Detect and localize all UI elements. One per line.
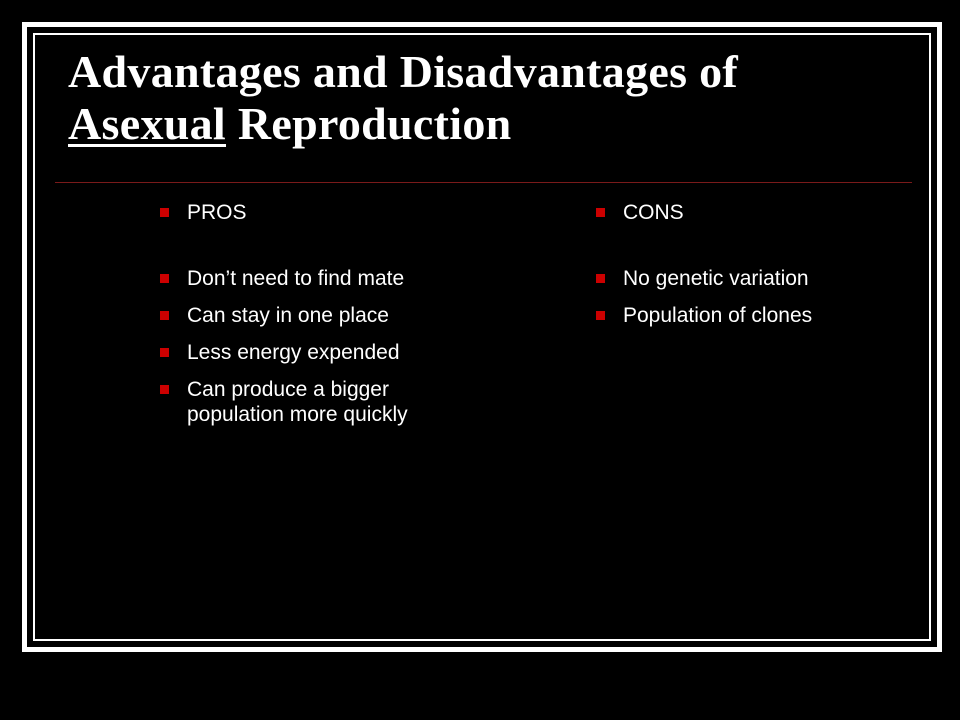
pros-item xyxy=(160,303,490,328)
cons-list xyxy=(596,200,896,340)
pros-item-text: Don’t need to find mate xyxy=(187,267,405,290)
pros-item xyxy=(160,266,490,291)
square-bullet-icon xyxy=(596,311,605,320)
slide-title xyxy=(68,46,908,150)
pros-item xyxy=(160,377,490,427)
pros-item-text: Less energy expended xyxy=(187,341,400,364)
cons-item-text: Population of clones xyxy=(623,304,813,327)
pros-list xyxy=(160,200,490,439)
square-bullet-icon xyxy=(596,208,605,217)
square-bullet-icon xyxy=(160,274,169,283)
title-line-2-rest: Reproduction xyxy=(237,98,512,149)
square-bullet-icon xyxy=(160,348,169,357)
title-divider xyxy=(55,182,912,183)
square-bullet-icon xyxy=(160,385,169,394)
cons-item xyxy=(596,303,896,328)
cons-heading-label: CONS xyxy=(623,201,684,224)
square-bullet-icon xyxy=(160,311,169,320)
cons-item-text: No genetic variation xyxy=(623,267,809,290)
cons-heading xyxy=(596,200,896,225)
pros-item xyxy=(160,340,490,365)
pros-heading xyxy=(160,200,490,225)
pros-item-text: Can produce a bigger population more quickly xyxy=(187,378,408,426)
square-bullet-icon xyxy=(160,208,169,217)
pros-item-text: Can stay in one place xyxy=(187,304,389,327)
cons-item xyxy=(596,266,896,291)
square-bullet-icon xyxy=(596,274,605,283)
title-line-1: Advantages and Disadvantages of xyxy=(68,46,739,97)
pros-heading-label: PROS xyxy=(187,201,247,224)
title-underlined-word: Asexual xyxy=(68,98,227,149)
